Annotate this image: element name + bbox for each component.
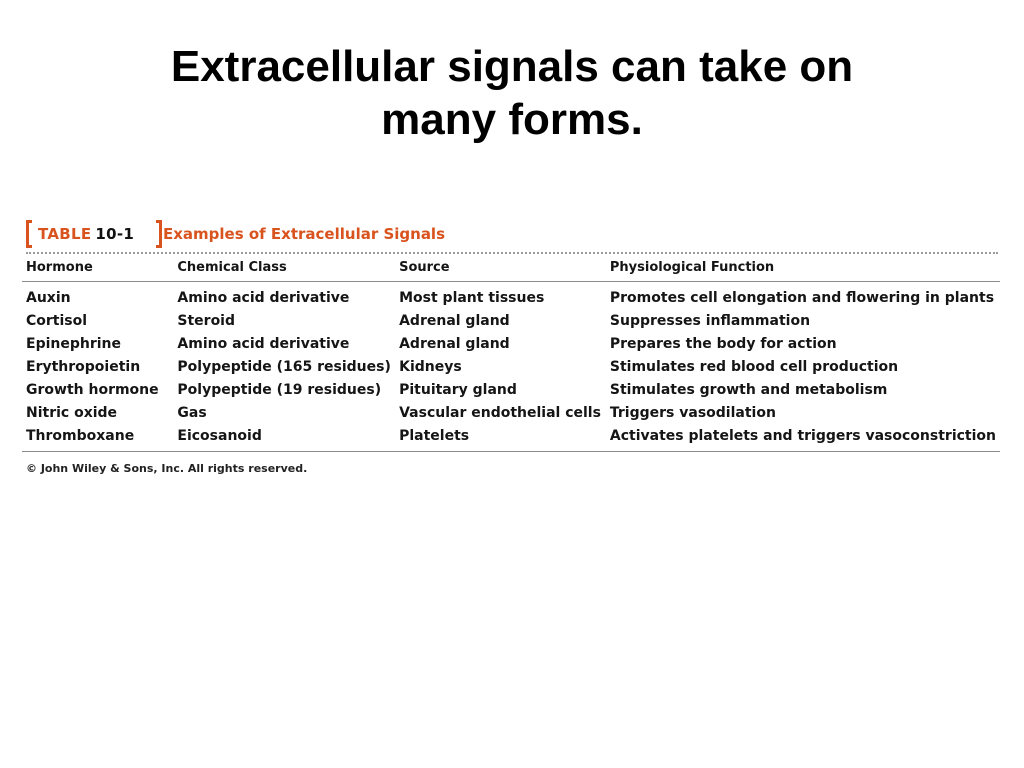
cell-source: Kidneys — [399, 358, 462, 375]
cell-chemical-class: Steroid — [177, 312, 236, 329]
table-row — [22, 332, 1000, 355]
cell-function: Prepares the body for action — [609, 335, 837, 352]
slide-title — [60, 40, 964, 146]
table-header-row — [22, 258, 1000, 282]
slide-title-line-1: Extracellular signals can take on — [170, 42, 854, 91]
cell-hormone: Auxin — [26, 289, 71, 306]
cell-chemical-class: Amino acid derivative — [177, 289, 350, 306]
cell-chemical-class: Amino acid derivative — [177, 335, 350, 352]
cell-chemical-class: Eicosanoid — [173, 424, 395, 452]
cell-hormone: Growth hormone — [26, 381, 159, 398]
cell-source: Adrenal gland — [399, 335, 510, 352]
copyright-notice: © John Wiley & Sons, Inc. All rights reserved. — [26, 462, 308, 475]
cell-hormone: Thromboxane — [22, 424, 173, 452]
cell-source: Most plant tissues — [399, 289, 545, 306]
cell-function: Promotes cell elongation and flowering in plants — [609, 289, 995, 306]
cell-function: Stimulates red blood cell production — [609, 358, 899, 375]
table-row — [22, 355, 1000, 378]
column-header-source: Source — [395, 258, 606, 282]
cell-chemical-class: Gas — [177, 404, 207, 421]
cell-function: Stimulates growth and metabolism — [609, 381, 888, 398]
table-row — [22, 401, 1000, 424]
cell-function: Triggers vasodilation — [609, 404, 776, 421]
cell-hormone: Epinephrine — [26, 335, 121, 352]
signals-table — [22, 258, 1000, 452]
table-row — [22, 424, 1000, 452]
cell-source: Vascular endothelial cells — [399, 404, 601, 421]
cell-function: Activates platelets and triggers vasoconstriction — [606, 424, 1000, 452]
cell-function: Suppresses inflammation — [609, 312, 811, 329]
column-header-physiological-function: Physiological Function — [606, 258, 1000, 282]
cell-chemical-class: Polypeptide (19 residues) — [177, 381, 382, 398]
cell-hormone: Nitric oxide — [26, 404, 118, 421]
cell-hormone: Cortisol — [26, 312, 88, 329]
column-header-hormone: Hormone — [22, 258, 173, 282]
cell-chemical-class: Polypeptide (165 residues) — [177, 358, 391, 375]
cell-source: Adrenal gland — [399, 312, 510, 329]
cell-source: Pituitary gland — [399, 381, 517, 398]
cell-source: Platelets — [395, 424, 606, 452]
table-row — [22, 309, 1000, 332]
table-number: 10-1 — [95, 225, 135, 243]
table-caption: Examples of Extracellular Signals — [163, 225, 446, 243]
table-row — [22, 378, 1000, 401]
table-label — [38, 225, 134, 243]
column-header-chemical-class: Chemical Class — [173, 258, 395, 282]
cell-hormone: Erythropoietin — [26, 358, 141, 375]
bracket-right-icon — [156, 220, 162, 248]
table-header — [26, 218, 626, 250]
table-row — [22, 282, 1000, 310]
table-label-word: TABLE — [38, 225, 92, 243]
slide-title-line-2: many forms. — [381, 95, 643, 144]
dotted-divider — [26, 252, 998, 254]
bracket-left-icon — [26, 220, 32, 248]
